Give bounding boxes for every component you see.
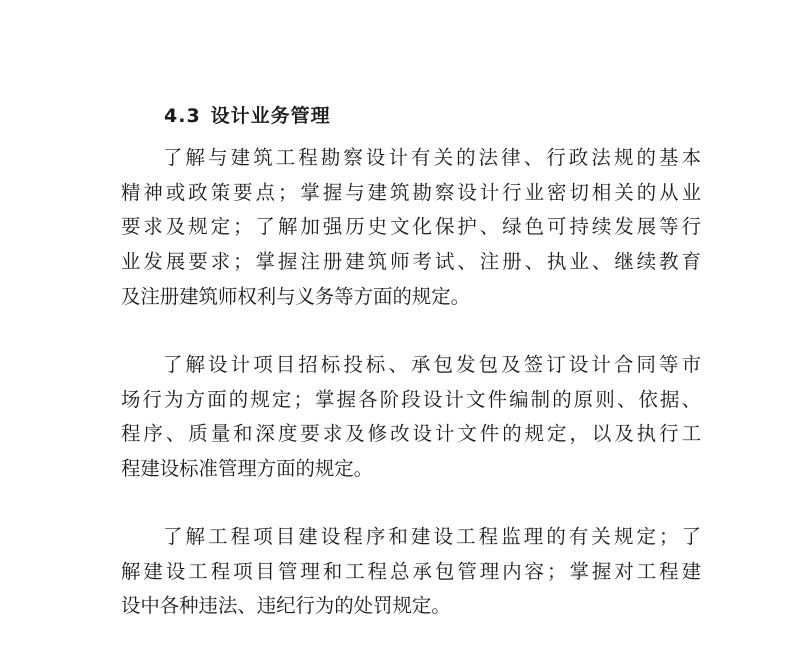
paragraph-line: 场行为方面的规定；掌握各阶段设计文件编制的原则、依据、	[121, 387, 701, 411]
paragraph-line: 精神或政策要点；掌握与建筑勘察设计行业密切相关的从业	[121, 180, 701, 204]
section-title: 设计业务管理	[210, 105, 331, 127]
paragraph-line: 及注册建筑师权利与义务等方面的规定。	[121, 284, 471, 308]
paragraph-3	[121, 520, 701, 624]
section-heading	[164, 101, 331, 131]
paragraph-line: 程序、质量和深度要求及修改设计文件的规定，以及执行工	[121, 422, 701, 446]
paragraph-line: 了解与建筑工程勘察设计有关的法律、行政法规的基本	[163, 146, 701, 169]
paragraph-line: 程建设标准管理方面的规定。	[121, 457, 374, 481]
paragraph-line: 了解工程项目建设程序和建设工程监理的有关规定；了	[163, 525, 701, 548]
paragraph-line: 业发展要求；掌握注册建筑师考试、注册、执业、继续教育	[121, 250, 701, 274]
paragraph-line: 了解设计项目招标投标、承包发包及签订设计合同等市	[163, 353, 701, 376]
paragraph-line: 解建设工程项目管理和工程总承包管理内容；掌握对工程建	[121, 559, 701, 583]
paragraph-line: 要求及规定；了解加强历史文化保护、绿色可持续发展等行	[121, 215, 701, 239]
paragraph-2	[121, 348, 701, 487]
paragraph-line: 设中各种违法、违纪行为的处罚规定。	[121, 594, 451, 618]
section-number: 4.3	[164, 105, 201, 127]
paragraph-1	[121, 141, 701, 314]
